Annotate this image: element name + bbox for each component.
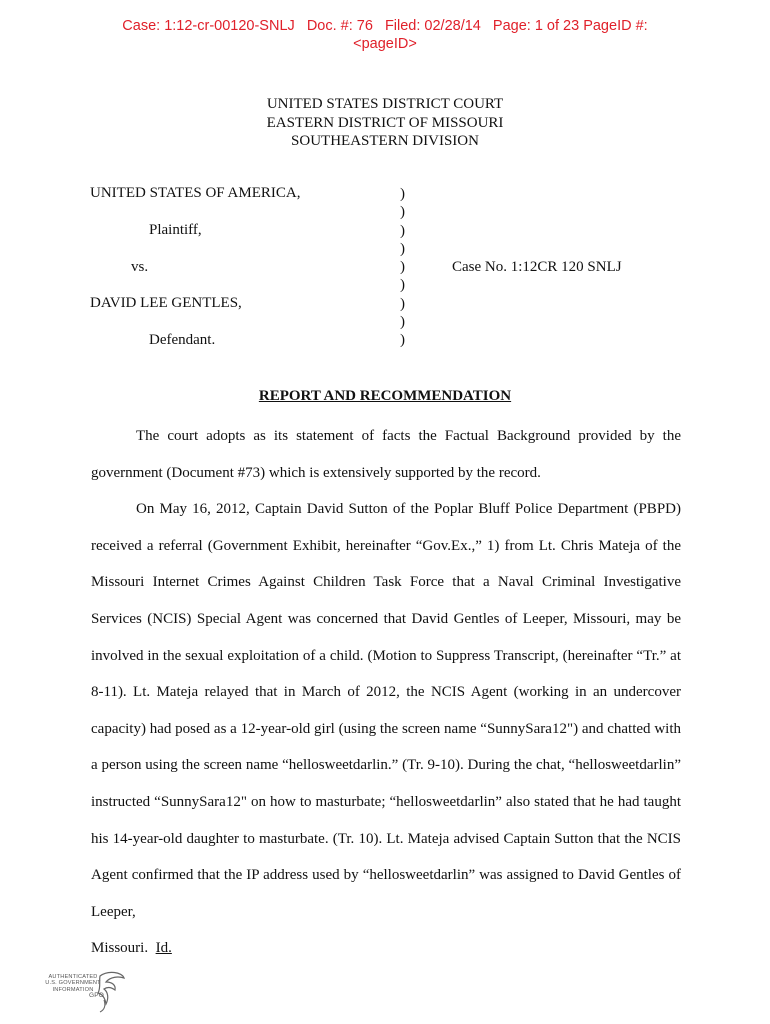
paragraph-referral [91,491,681,930]
page-id-stamp: <pageID> [353,36,417,52]
caption-bracket: ) [400,222,405,239]
paragraph-referral-text: On May 16, 2012, Captain David Sutton of the Poplar Bluff Police Department (PBPD) received a referral (Government Exhibit, hereinafter “Gov.Ex.,” 1) from Lt. Chris Mateja of the Missouri Internet Crimes Against Children Task Force that a Naval Criminal Investigative Services (NCIS) Special Agent was concerned that David Gentles of Leeper, Missouri, may be involved in the sexual exploitation of a child. (Motion to Suppress Transcript, (hereinafter “Tr.” at 8-11). Lt. Mateja relayed that in March of 2012, the NCIS Agent (working in an undercover capacity) had posed as a 12-year-old girl (using the screen name “SunnySara12") and chatted with a person using the screen name “hellosweetdarlin.” (Tr. 9-10). During the chat, “hellosweetdarlin” instructed “SunnySara12" on how to masturbate; “hellosweetdarlin” also stated that he had taught his 14-year-old daughter to masturbate. (Tr. 10). Lt. Mateja advised Captain Sutton that the NCIS Agent confirmed that the IP address used by “hellosweetdarlin” was assigned to David Gentles of Leeper, [91,501,681,920]
caption-bracket: ) [400,240,405,257]
caption-bracket-column [400,185,405,350]
document-title: REPORT AND RECOMMENDATION [258,388,512,404]
plaintiff-name: UNITED STATES OF AMERICA, [90,185,301,201]
caption-bracket: ) [400,314,405,331]
caption-bracket: ) [400,186,405,202]
gpo-authentication-logo [40,970,130,1014]
doc-number-stamp: Doc. #: 76 [306,18,373,34]
caption-bracket: ) [400,295,405,312]
eagle-icon [96,970,126,1014]
gpo-logo-line: U.S. GOVERNMENT [45,980,101,987]
case-number-stamp: Case: 1:12-cr-00120-SNLJ [122,18,295,34]
case-caption [90,185,690,355]
gpo-logo-line: INFORMATION [52,986,94,993]
filed-date-stamp: Filed: 02/28/14 [384,18,481,34]
court-division: SOUTHEASTERN DIVISION [291,133,479,149]
citation-id: Id. [155,940,172,957]
caption-bracket: ) [400,259,405,276]
caption-bracket: ) [400,277,405,294]
defendant-role: Defendant. [149,332,216,348]
gpo-logo-line: GPO [88,992,104,1000]
court-name: UNITED STATES DISTRICT COURT [266,96,504,112]
ecf-header-line [0,17,770,35]
document-body [91,418,681,967]
paragraph-end-text: Missouri. [91,940,149,957]
gpo-logo-line: AUTHENTICATED [48,974,98,980]
caption-bracket: ) [400,204,405,221]
case-number: Case No. 1:12CR 120 SNLJ [452,259,622,275]
plaintiff-role: Plaintiff, [149,222,202,238]
caption-bracket: ) [400,332,405,349]
court-heading [0,95,770,151]
page-count-stamp: Page: 1 of 23 PageID #: [492,18,648,34]
defendant-name: DAVID LEE GENTLES, [90,295,242,311]
paragraph-factual-background: The court adopts as its statement of facts the Factual Background provided by the government (Document #73) which is extensively supported by the record. [91,428,681,481]
ecf-filing-header [0,17,770,53]
versus-label: vs. [131,259,149,275]
paragraph-referral-last-line [91,930,681,967]
court-district: EASTERN DISTRICT OF MISSOURI [266,114,504,131]
